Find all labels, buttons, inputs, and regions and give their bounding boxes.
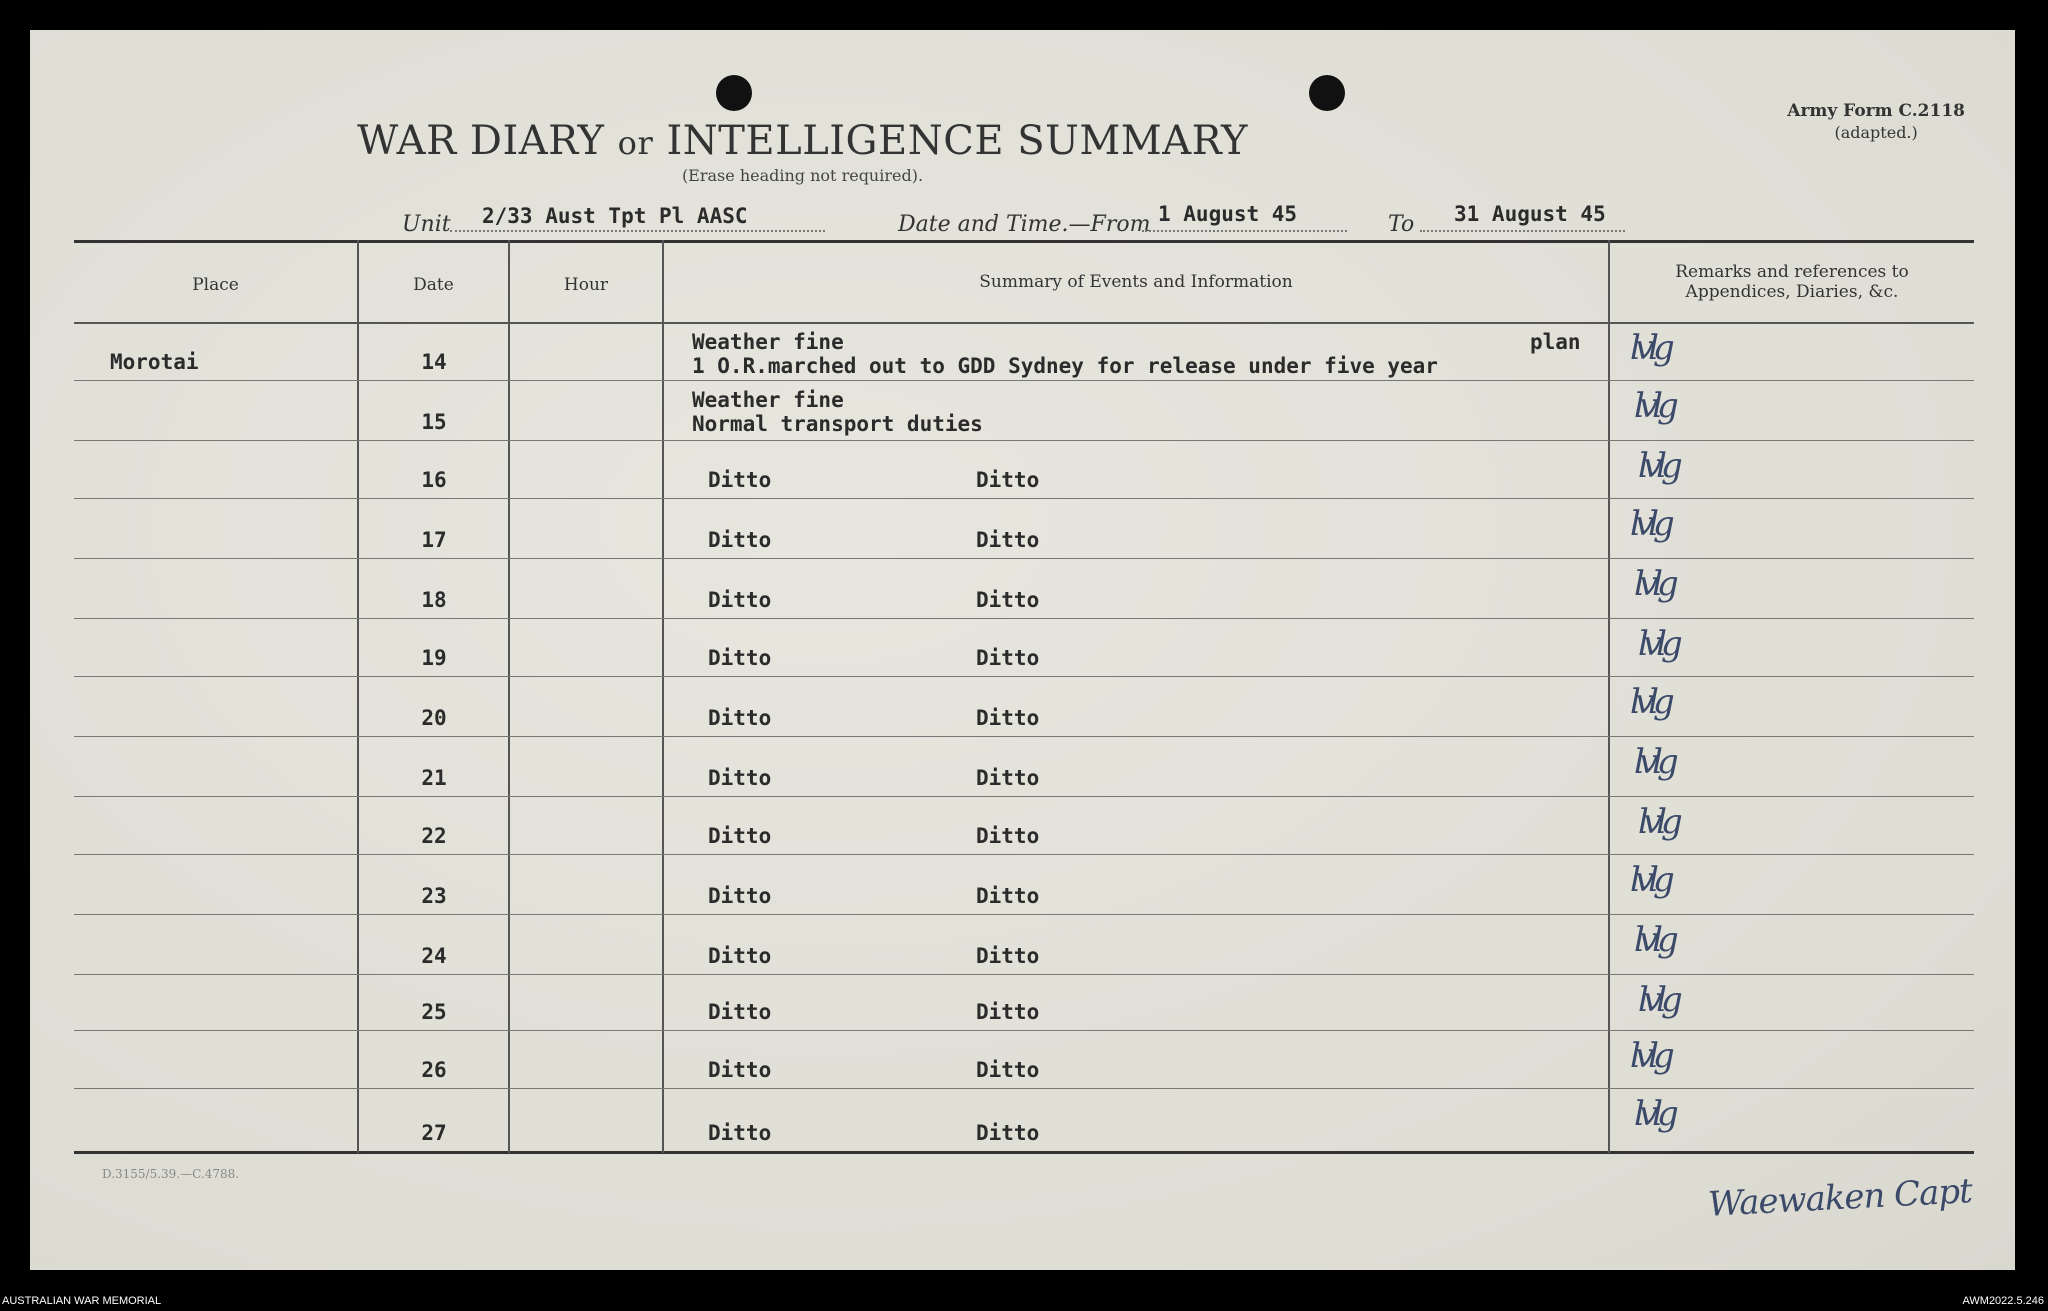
remarks-initial: lvlg [1638,624,1677,664]
col-divider-summary [1608,240,1610,1153]
remarks-initial: lvlg [1634,1094,1673,1134]
row-divider [74,796,1974,797]
date-cell: 21 [421,766,447,790]
to-value: 31 August 45 [1454,202,1606,226]
punch-hole-left [716,75,752,111]
date-cell: 20 [421,706,447,730]
remarks-initial: lvlg [1634,564,1673,604]
remarks-initial: lvlg [1630,1036,1669,1076]
summary-line1: Weather fine [692,330,844,354]
remarks-initial: lvlg [1638,802,1677,842]
row-divider [74,736,1974,737]
row-divider [74,558,1974,559]
army-form-label: Army Form C.2118 [1787,101,1965,121]
header-date: Date [413,275,454,295]
summary-ditto-a: Ditto [708,824,772,848]
date-cell: 27 [421,1121,447,1145]
from-value: 1 August 45 [1158,202,1298,226]
from-dotted-line [1142,230,1347,232]
date-cell: 22 [421,824,447,848]
row-divider [74,914,1974,915]
header-bottom-border [74,322,1974,324]
summary-ditto-a: Ditto [708,706,772,730]
print-code: D.3155/5.39.—C.4788. [102,1167,240,1181]
form-title [30,118,1575,164]
row-divider [74,676,1974,677]
to-dotted-line [1420,230,1625,232]
row-divider [74,854,1974,855]
remarks-initial: lvlg [1630,504,1669,544]
title-or: or [617,124,654,162]
summary-line2: 1 O.R.marched out to GDD Sydney for release under five year [692,354,1438,378]
summary-ditto-b: Ditto [976,588,1040,612]
remarks-initial: lvlg [1634,920,1673,960]
date-cell: 19 [421,646,447,670]
summary-ditto-a: Ditto [708,944,772,968]
summary-ditto-b: Ditto [976,528,1040,552]
remarks-initial: lvlg [1638,446,1677,486]
summary-ditto-b: Ditto [976,824,1040,848]
adapted-label: (adapted.) [1834,123,1918,142]
date-cell: 18 [421,588,447,612]
summary-ditto-b: Ditto [976,1121,1040,1145]
row-divider [74,380,1974,381]
col-divider-hour [662,240,664,1153]
table-top-border [74,240,1974,243]
unit-dotted-line [450,230,825,232]
summary-ditto-a: Ditto [708,468,772,492]
row-divider [74,974,1974,975]
summary-note: plan [1530,330,1581,354]
summary-ditto-b: Ditto [976,468,1040,492]
date-cell: 16 [421,468,447,492]
header-remarks-line2: Appendices, Diaries, &c. [1685,282,1899,302]
place-cell: Morotai [110,350,199,374]
date-cell: 15 [421,410,447,434]
row-divider [74,618,1974,619]
summary-ditto-b: Ditto [976,944,1040,968]
remarks-initial: lvlg [1630,682,1669,722]
to-label: To [1388,212,1415,237]
unit-value: 2/33 Aust Tpt Pl AASC [482,204,748,228]
summary-ditto-b: Ditto [976,884,1040,908]
summary-ditto-a: Ditto [708,1121,772,1145]
header-summary: Summary of Events and Information [979,272,1293,292]
punch-hole-right [1309,75,1345,111]
unit-label: Unit [402,212,451,237]
erase-note: (Erase heading not required). [681,166,924,185]
remarks-initial: lvlg [1638,980,1677,1020]
summary-ditto-a: Ditto [708,646,772,670]
row-divider [74,440,1974,441]
signature: Waewaken Capt [1707,1171,1973,1225]
row-divider [74,1088,1974,1089]
diary-page [30,30,2015,1270]
summary-line1: Weather fine [692,388,844,412]
summary-line2: Normal transport duties [692,412,983,436]
row-divider [74,1030,1974,1031]
summary-ditto-a: Ditto [708,588,772,612]
date-cell: 23 [421,884,447,908]
remarks-initial: lvlg [1630,860,1669,900]
date-cell: 26 [421,1058,447,1082]
title-part2: INTELLIGENCE SUMMARY [666,118,1248,164]
summary-ditto-b: Ditto [976,1058,1040,1082]
archive-credit: AUSTRALIAN WAR MEMORIAL [2,1295,162,1307]
army-form-number [1787,100,1965,144]
summary-ditto-a: Ditto [708,884,772,908]
date-time-label: Date and Time.—From [898,212,1151,237]
title-part1: WAR DIARY [357,118,605,164]
row-divider [74,498,1974,499]
summary-ditto-b: Ditto [976,706,1040,730]
date-cell: 17 [421,528,447,552]
archive-reference: AWM2022.5.246 [1962,1295,2044,1307]
summary-ditto-b: Ditto [976,766,1040,790]
remarks-initial: lvlg [1634,386,1673,426]
summary-ditto-a: Ditto [708,528,772,552]
header-hour: Hour [563,275,609,295]
remarks-initial: lvlg [1630,328,1669,368]
header-remarks [1610,262,1974,302]
summary-ditto-b: Ditto [976,1000,1040,1024]
date-cell: 25 [421,1000,447,1024]
summary-ditto-b: Ditto [976,646,1040,670]
summary-ditto-a: Ditto [708,1058,772,1082]
remarks-initial: lvlg [1634,742,1673,782]
summary-ditto-a: Ditto [708,766,772,790]
header-place: Place [192,275,239,295]
table-bottom-border [74,1151,1974,1154]
summary-ditto-a: Ditto [708,1000,772,1024]
header-remarks-line1: Remarks and references to [1675,262,1909,282]
date-cell: 24 [421,944,447,968]
date-cell: 14 [421,350,447,374]
